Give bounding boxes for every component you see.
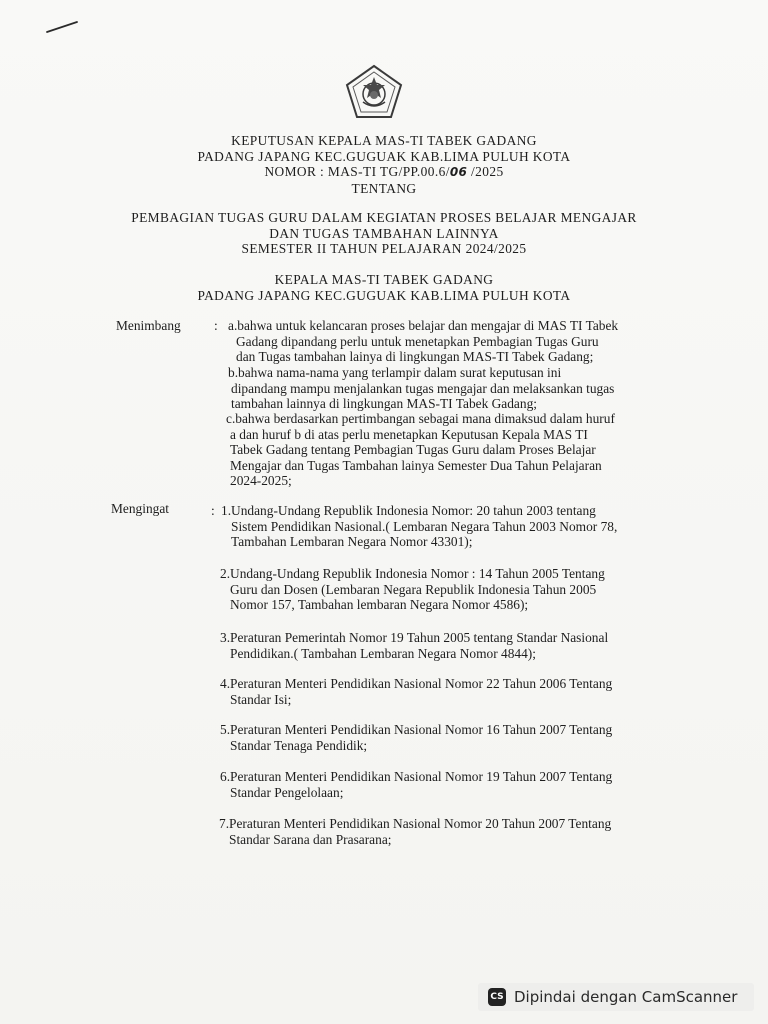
issuer-line-1: KEPALA MAS-TI TABEK GADANG bbox=[274, 272, 494, 287]
mengingat-6-line-1: 6.Peraturan Menteri Pendidikan Nasional Nomor 19 Tahun 2007 Tentang bbox=[220, 769, 613, 784]
mengingat-1-line-3: Tambahan Lembaran Negara Nomor 43301); bbox=[231, 534, 473, 550]
subject-line-2: DAN TUGAS TAMBAHAN LAINNYA bbox=[269, 225, 499, 241]
decree-number bbox=[0, 164, 768, 181]
menimbang-a-line-1: a.bahwa untuk kelancaran proses belajar dan mengajar di MAS TI Tabek bbox=[228, 318, 619, 333]
decree-header bbox=[0, 133, 768, 196]
subject-line-3: SEMESTER II TAHUN PELAJARAN 2024/2025 bbox=[241, 241, 527, 256]
issuer-line-2: PADANG JAPANG KEC.GUGUAK KAB.LIMA PULUH KOTA bbox=[197, 287, 571, 303]
camscanner-icon: CS bbox=[488, 988, 506, 1006]
decree-subject bbox=[0, 210, 768, 257]
issuer-heading bbox=[0, 272, 768, 303]
menimbang-c-line-5: 2024-2025; bbox=[230, 473, 292, 489]
mengingat-3-line-2: Pendidikan.( Tambahan Lembaran Negara Nomor 4844); bbox=[230, 645, 536, 661]
emblem-icon bbox=[344, 64, 404, 120]
menimbang-b-line-2: dipandang mampu menjalankan tugas mengajar dan melaksankan tugas bbox=[231, 380, 615, 396]
menimbang-b-line-3: tambahan lainnya di lingkungan MAS-TI Tabek Gadang; bbox=[231, 396, 537, 412]
mengingat-1-line-2: Sistem Pendidikan Nasional.( Lembaran Negara Tahun 2003 Nomor 78, bbox=[231, 518, 618, 534]
mengingat-item-3 bbox=[220, 630, 649, 661]
mengingat-item-7 bbox=[219, 816, 649, 847]
camscanner-watermark bbox=[478, 983, 754, 1011]
mengingat-6-line-2: Standar Pengelolaan; bbox=[230, 784, 344, 800]
mengingat-colon: : bbox=[211, 503, 215, 518]
menimbang-label: Menimbang bbox=[116, 318, 181, 333]
mengingat-2-line-3: Nomor 157, Tambahan lembaran Negara Nomor 4586); bbox=[230, 597, 529, 613]
decree-number-prefix: NOMOR : MAS-TI TG/PP.00.6/ bbox=[264, 164, 450, 179]
mengingat-7-line-1: 7.Peraturan Menteri Pendidikan Nasional Nomor 20 Tahun 2007 Tentang bbox=[219, 816, 612, 831]
menimbang-item-b bbox=[228, 365, 646, 412]
menimbang-a-line-3: dan Tugas tambahan lainya di lingkungan MAS-TI Tabek Gadang; bbox=[236, 349, 594, 365]
mengingat-5-line-2: Standar Tenaga Pendidik; bbox=[230, 737, 368, 753]
menimbang-c-line-3: Tabek Gadang tentang Pembagian Tugas Guru dalam Proses Belajar bbox=[230, 442, 596, 458]
mengingat-item-1 bbox=[221, 503, 649, 550]
decree-number-suffix: /2025 bbox=[467, 164, 504, 179]
menimbang-a-line-2: Gadang dipandang perlu untuk menetapkan Pembagian Tugas Guru bbox=[236, 333, 599, 349]
menimbang-b-line-1: b.bahwa nama-nama yang terlampir dalam surat keputusan ini bbox=[228, 365, 562, 380]
menimbang-c-line-4: Mengajar dan Tugas Tambahan lainya Semester Dua Tahun Pelajaran bbox=[230, 457, 602, 473]
header-location: PADANG JAPANG KEC.GUGUAK KAB.LIMA PULUH KOTA bbox=[197, 148, 571, 164]
mengingat-7-line-2: Standar Sarana dan Prasarana; bbox=[229, 831, 392, 847]
mengingat-item-2 bbox=[220, 566, 649, 613]
mengingat-1-line-1: 1.Undang-Undang Republik Indonesia Nomor: 20 tahun 2003 tentang bbox=[221, 503, 596, 518]
header-tentang: TENTANG bbox=[351, 180, 417, 196]
mengingat-item-6 bbox=[220, 769, 649, 800]
menimbang-c-line-2: a dan huruf b di atas perlu menetapkan Keputusan Kepala MAS TI bbox=[230, 426, 588, 442]
mengingat-item-4 bbox=[220, 676, 649, 707]
mengingat-item-5 bbox=[220, 722, 649, 753]
mengingat-4-line-2: Standar Isi; bbox=[230, 691, 292, 707]
mengingat-2-line-1: 2.Undang-Undang Republik Indonesia Nomor : 14 Tahun 2005 Tentang bbox=[220, 566, 605, 581]
menimbang-item-c bbox=[226, 411, 646, 489]
mengingat-2-line-2: Guru dan Dosen (Lembaran Negara Republik Indonesia Tahun 2005 bbox=[230, 581, 597, 597]
header-title: KEPUTUSAN KEPALA MAS-TI TABEK GADANG bbox=[231, 133, 537, 148]
mengingat-3-line-1: 3.Peraturan Pemerintah Nomor 19 Tahun 2005 tentang Standar Nasional bbox=[220, 630, 609, 645]
camscanner-text: Dipindai dengan CamScanner bbox=[514, 988, 738, 1006]
subject-line-1: PEMBAGIAN TUGAS GURU DALAM KEGIATAN PROSES BELAJAR MENGAJAR bbox=[131, 210, 637, 225]
pen-mark-icon bbox=[45, 20, 79, 34]
mengingat-label: Mengingat bbox=[111, 501, 170, 516]
menimbang-item-a bbox=[228, 318, 646, 365]
menimbang-c-line-1: c.bahwa berdasarkan pertimbangan sebagai mana dimaksud dalam huruf bbox=[226, 411, 615, 426]
menimbang-colon: : bbox=[214, 318, 218, 333]
mengingat-5-line-1: 5.Peraturan Menteri Pendidikan Nasional Nomor 16 Tahun 2007 Tentang bbox=[220, 722, 613, 737]
mengingat-4-line-1: 4.Peraturan Menteri Pendidikan Nasional Nomor 22 Tahun 2006 Tentang bbox=[220, 676, 613, 691]
decree-number-handwritten: 06 bbox=[449, 165, 468, 179]
